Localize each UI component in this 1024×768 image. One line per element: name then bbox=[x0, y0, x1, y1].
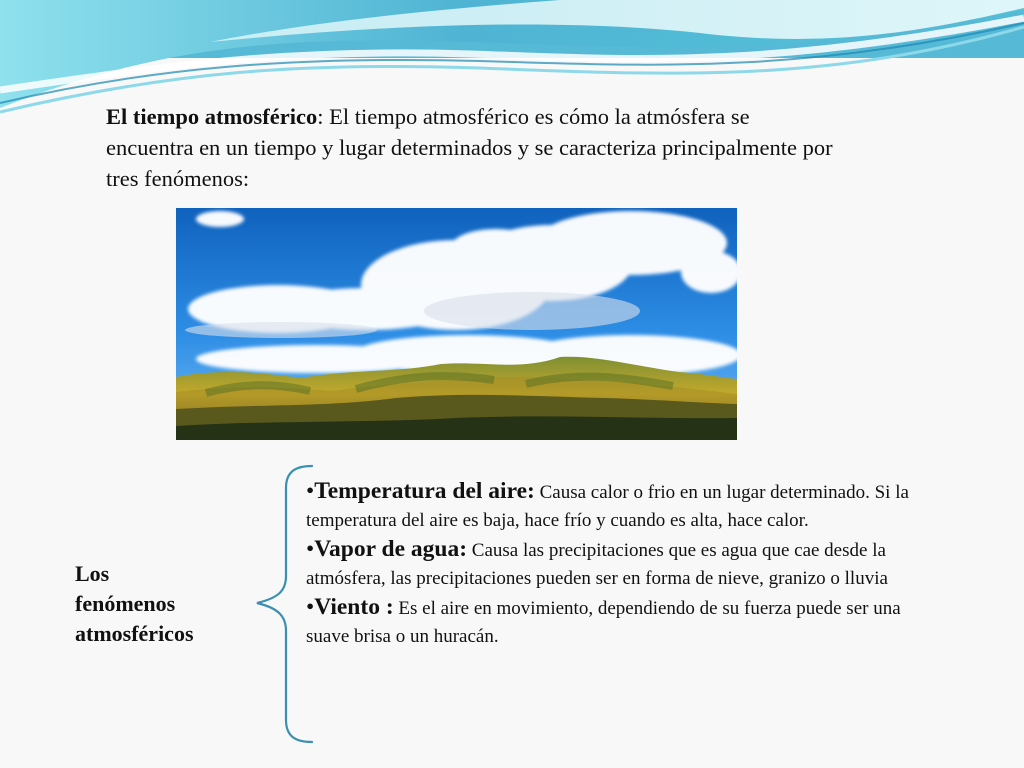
phenomena-heading-line-3: atmosféricos bbox=[75, 621, 194, 646]
intro-paragraph bbox=[106, 101, 841, 194]
bullet-icon: • bbox=[306, 594, 315, 620]
phenomenon-description: Causa las precipitaciones que es agua que cae desde la atmósfera, las precipitaciones pueden ser en forma de nieve, granizo o lluvia bbox=[306, 540, 888, 589]
curly-brace-icon bbox=[252, 462, 314, 746]
phenomenon-term: Viento : bbox=[314, 594, 394, 620]
phenomena-heading-line-1: Los bbox=[75, 561, 110, 586]
phenomenon-water-vapor bbox=[306, 535, 936, 593]
phenomenon-description: Es el aire en movimiento, dependiendo de su fuerza puede ser una suave brisa o un huracán. bbox=[306, 598, 901, 647]
intro-text: : El tiempo atmosférico es cómo la atmósfera se encuentra en un tiempo y lugar determinados y se caracteriza principalmente por tres fenómenos: bbox=[106, 104, 833, 191]
landscape-photo bbox=[176, 208, 737, 440]
phenomena-list bbox=[306, 477, 936, 651]
phenomenon-description: Causa calor o frio en un lugar determinado. Si la temperatura del aire es baja, hace frío y cuando es alta, hace calor. bbox=[306, 482, 909, 531]
phenomena-heading bbox=[75, 559, 265, 649]
phenomenon-temperature bbox=[306, 477, 936, 535]
phenomena-heading-line-2: fenómenos bbox=[75, 591, 176, 616]
intro-term: El tiempo atmosférico bbox=[106, 104, 318, 129]
bullet-icon: • bbox=[306, 536, 315, 562]
phenomenon-separator: : bbox=[527, 478, 535, 504]
phenomenon-term: Vapor de agua: bbox=[314, 536, 468, 562]
phenomenon-wind bbox=[306, 593, 936, 651]
bullet-icon: • bbox=[306, 478, 315, 504]
phenomenon-term: Temperatura del aire bbox=[314, 478, 528, 504]
